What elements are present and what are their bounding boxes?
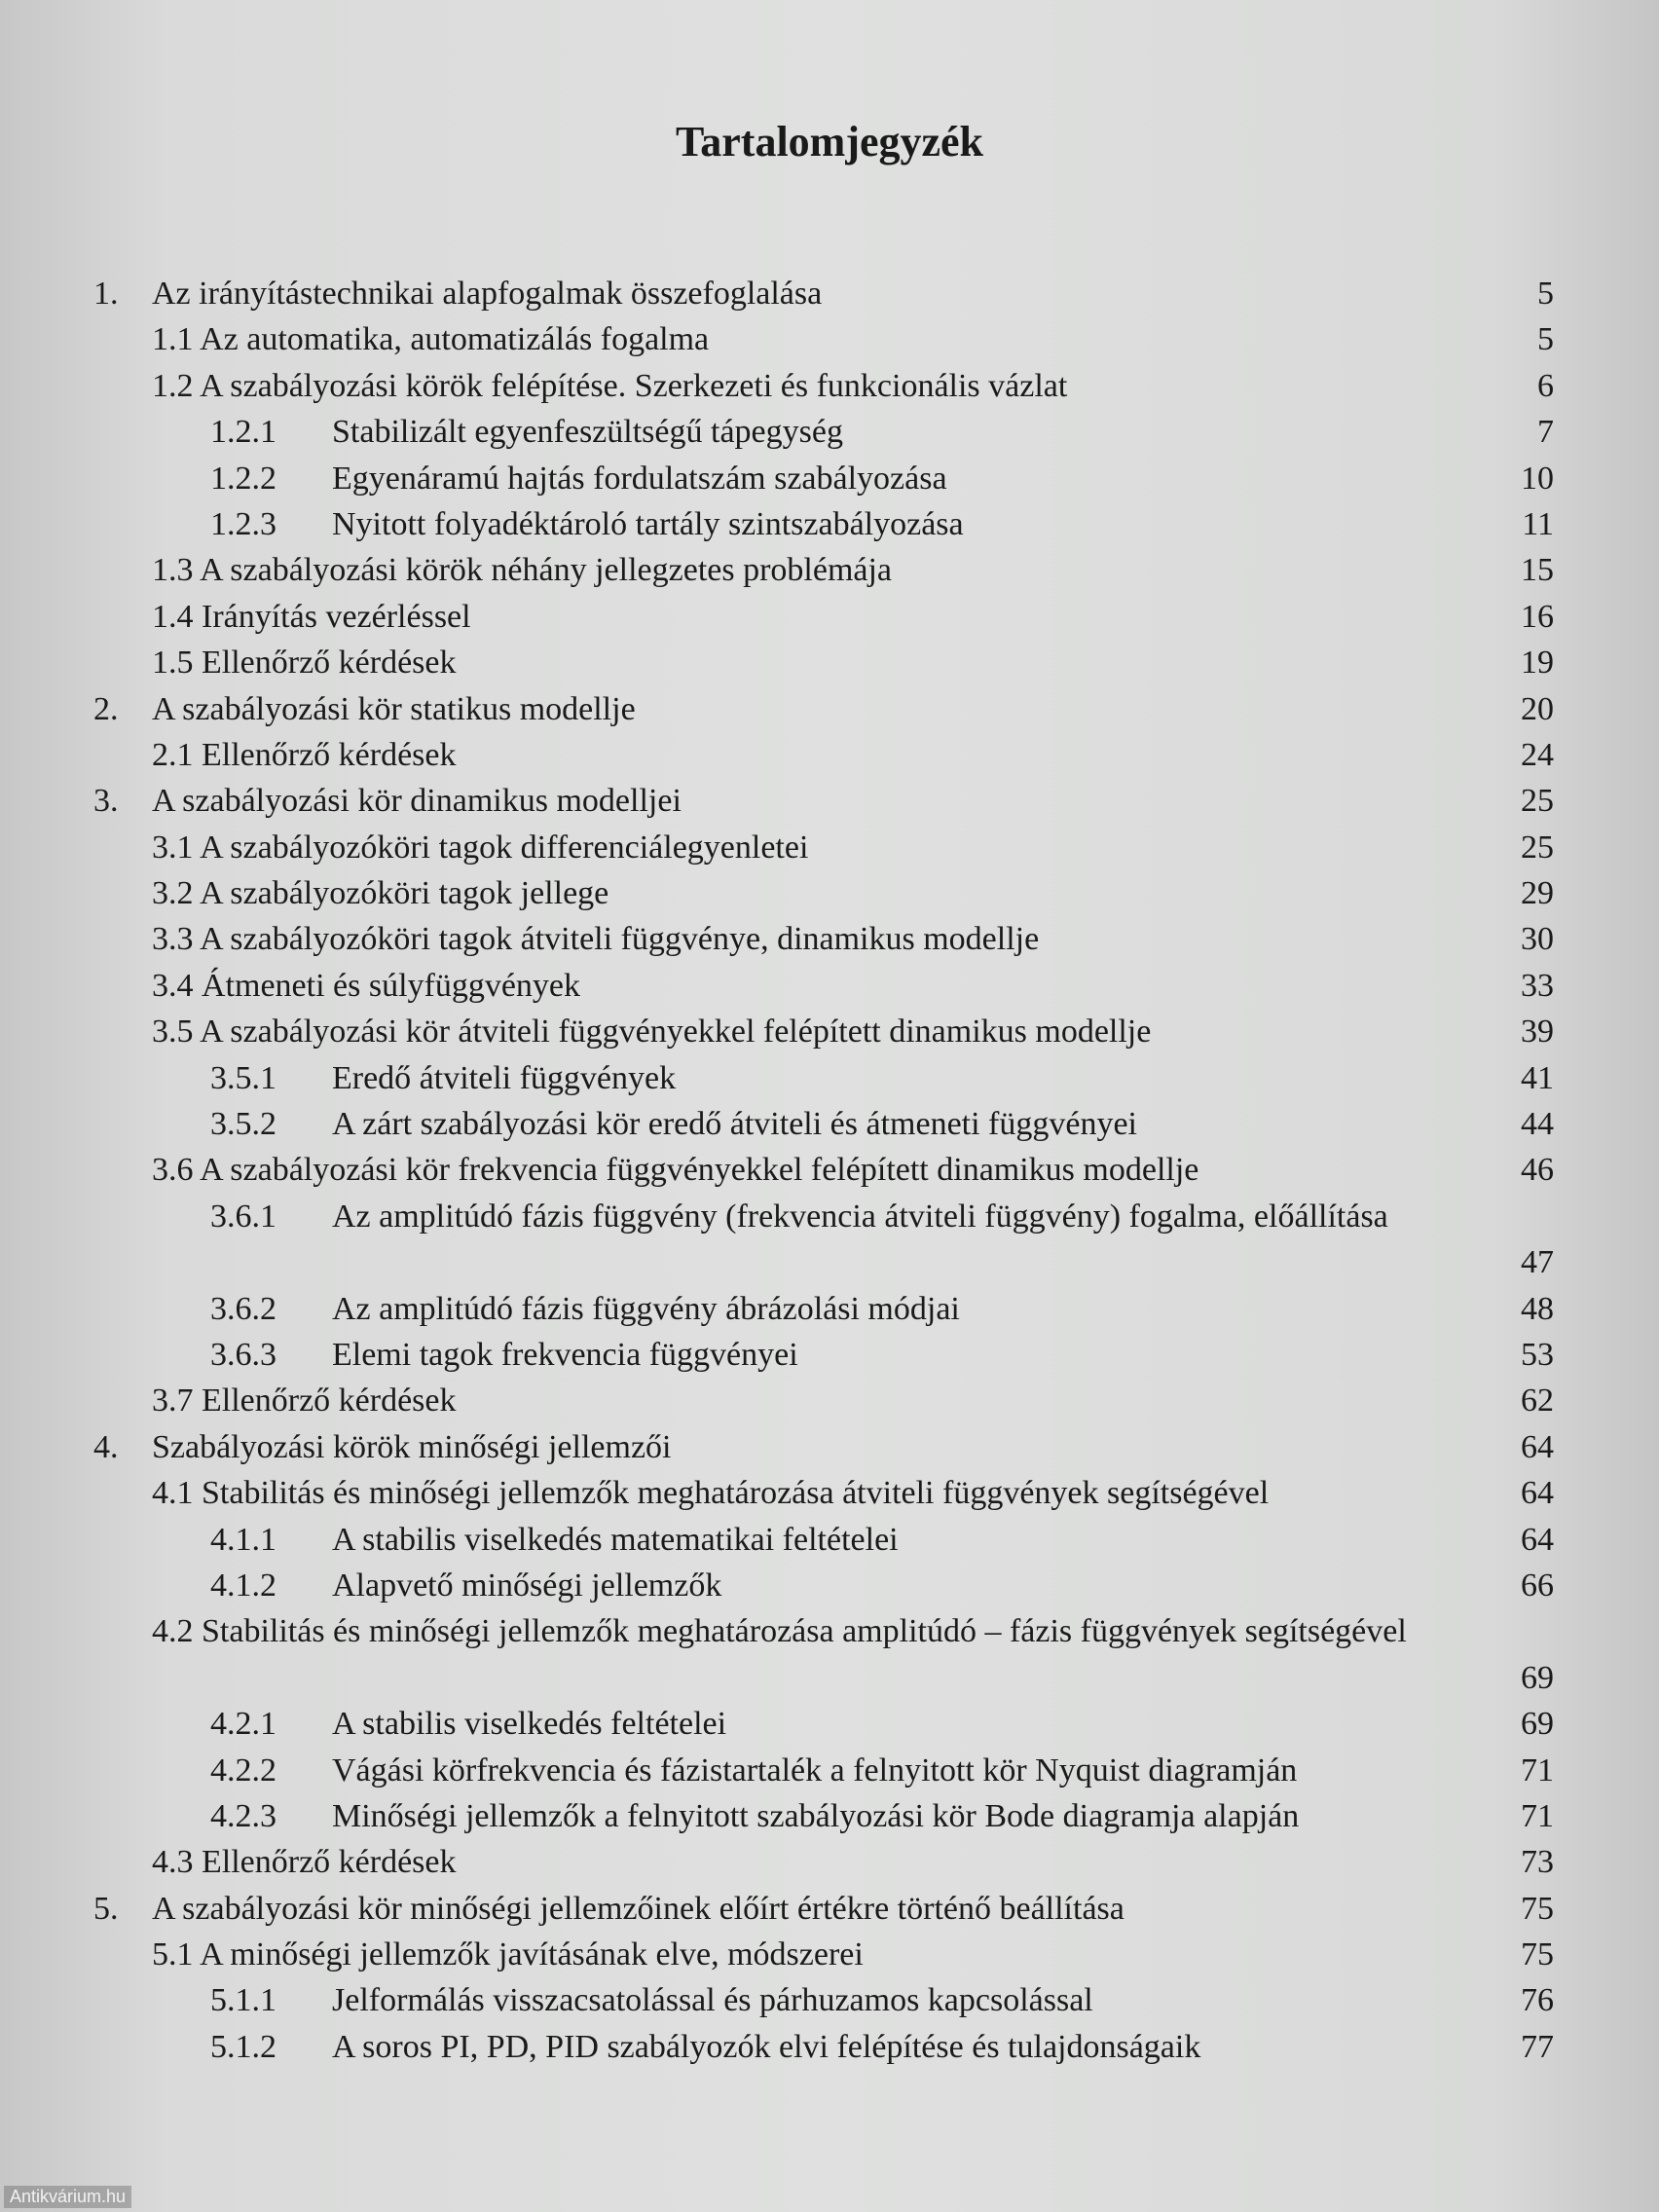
toc-entry-page: 75 (1521, 1890, 1554, 1927)
toc-entry-page: 71 (1521, 1751, 1554, 1788)
toc-entry-title: Jelformálás visszacsatolással és párhuzamos kapcsolással (332, 1982, 1093, 2019)
toc-entry-page: 69 (1521, 1706, 1554, 1743)
toc-entry-title: A szabályozási kör minőségi jellemzőinek előírt értékre történő beállítása (152, 1890, 1124, 1927)
table-of-contents (93, 271, 1554, 2070)
toc-entry-title: A stabilis viselkedés feltételei (332, 1706, 727, 1743)
toc-entry-page: 16 (1521, 598, 1554, 635)
toc-entry (93, 1793, 1554, 1839)
toc-entry-page: 7 (1537, 414, 1554, 451)
toc-entry (93, 1009, 1554, 1054)
toc-entry (93, 594, 1554, 640)
toc-entry-number: 4.1.2 (210, 1567, 276, 1604)
toc-entry-title: 3.7 Ellenőrző kérdések (152, 1382, 457, 1419)
toc-entry-title: A zárt szabályozási kör eredő átviteli és átmeneti függvényei (332, 1106, 1138, 1143)
toc-entry-page: 25 (1521, 783, 1554, 820)
toc-entry (93, 547, 1554, 593)
toc-entry-title: 4.2 Stabilitás és minőségi jellemzők meghatározása amplitúdó – fázis függvények segítségével (152, 1613, 1407, 1650)
toc-entry-page: 29 (1521, 875, 1554, 912)
toc-entry-title: Minőségi jellemzők a felnyitott szabályozási kör Bode diagramja alapján (332, 1797, 1300, 1834)
toc-entry (93, 825, 1554, 870)
toc-entry-page: 71 (1521, 1797, 1554, 1834)
toc-entry-number: 1.2.2 (210, 460, 276, 497)
toc-entry-page: 30 (1521, 921, 1554, 958)
toc-entry-page: 48 (1521, 1290, 1554, 1327)
toc-entry (93, 1194, 1554, 1286)
toc-entry-number: 3.6.3 (210, 1337, 276, 1373)
toc-entry-number: 4. (93, 1428, 119, 1465)
toc-entry-title: A szabályozási kör statikus modellje (152, 690, 636, 727)
toc-entry (93, 1701, 1554, 1747)
toc-entry (93, 1470, 1554, 1516)
toc-entry (93, 916, 1554, 962)
toc-entry (93, 1055, 1554, 1101)
toc-entry-page: 39 (1521, 1014, 1554, 1051)
toc-entry-page: 64 (1521, 1428, 1554, 1465)
toc-entry-title: 5.1 A minőségi jellemzők javításának elve, módszerei (152, 1936, 864, 1973)
toc-entry-title: A stabilis viselkedés matematikai feltételei (332, 1521, 899, 1558)
toc-entry-page: 33 (1521, 967, 1554, 1004)
toc-entry-title: 4.3 Ellenőrző kérdések (152, 1844, 457, 1881)
toc-entry-number: 3.6.1 (210, 1198, 276, 1235)
toc-entry-title: Alapvető minőségi jellemzők (332, 1567, 722, 1604)
toc-entry (93, 1563, 1554, 1608)
toc-entry-number: 5.1.1 (210, 1982, 276, 2019)
toc-entry-page: 47 (1521, 1244, 1554, 1281)
toc-entry-number: 4.2.3 (210, 1797, 276, 1834)
toc-entry-title: A szabályozási kör dinamikus modelljei (152, 783, 682, 820)
toc-entry-page: 25 (1521, 829, 1554, 866)
toc-entry-title: Nyitott folyadéktároló tartály szintszabályozása (332, 505, 964, 542)
toc-entry-page: 19 (1521, 645, 1554, 682)
toc-entry-title: 3.4 Átmeneti és súlyfüggvények (152, 967, 581, 1004)
toc-entry (93, 2024, 1554, 2070)
watermark: Antikvárium.hu (4, 2186, 131, 2208)
toc-entry-title: 1.5 Ellenőrző kérdések (152, 645, 457, 682)
toc-entry-title: Az amplitúdó fázis függvény ábrázolási módjai (332, 1290, 960, 1327)
toc-entry-number: 5.1.2 (210, 2028, 276, 2065)
toc-entry (93, 501, 1554, 547)
toc-entry (93, 1748, 1554, 1793)
toc-entry-page: 6 (1537, 367, 1554, 404)
toc-entry-number: 2. (93, 690, 119, 727)
toc-entry (93, 686, 1554, 732)
toc-entry (93, 1886, 1554, 1932)
toc-entry-page: 64 (1521, 1475, 1554, 1512)
toc-entry-page: 20 (1521, 690, 1554, 727)
toc-entry-title: 3.1 A szabályozóköri tagok differenciálegyenletei (152, 829, 809, 866)
toc-entry (93, 870, 1554, 916)
toc-entry-number: 1. (93, 276, 119, 312)
toc-entry (93, 1932, 1554, 1977)
toc-entry (93, 963, 1554, 1009)
toc-entry-page: 5 (1537, 321, 1554, 358)
toc-entry-page: 24 (1521, 736, 1554, 773)
toc-entry-number: 3.6.2 (210, 1290, 276, 1327)
toc-entry-title: Egyenáramú hajtás fordulatszám szabályozása (332, 460, 947, 497)
toc-entry-number: 3.5.1 (210, 1059, 276, 1096)
toc-entry (93, 732, 1554, 778)
toc-entry-title: 3.3 A szabályozóköri tagok átviteli függvénye, dinamikus modellje (152, 921, 1040, 958)
toc-entry (93, 456, 1554, 501)
toc-entry-page: 64 (1521, 1521, 1554, 1558)
toc-entry-page: 53 (1521, 1337, 1554, 1373)
toc-entry (93, 640, 1554, 685)
toc-entry-page: 10 (1521, 460, 1554, 497)
toc-entry-page: 66 (1521, 1567, 1554, 1604)
toc-entry-title: 1.1 Az automatika, automatizálás fogalma (152, 321, 710, 358)
toc-entry (93, 1286, 1554, 1332)
toc-entry (93, 316, 1554, 362)
toc-entry-page: 69 (1521, 1659, 1554, 1696)
toc-entry-page: 73 (1521, 1844, 1554, 1881)
toc-entry-title: Stabilizált egyenfeszültségű tápegység (332, 414, 843, 451)
toc-entry-title: 1.2 A szabályozási körök felépítése. Szerkezeti és funkcionális vázlat (152, 367, 1068, 404)
toc-entry (93, 1839, 1554, 1885)
toc-entry-title: Az irányítástechnikai alapfogalmak összefoglalása (152, 276, 823, 312)
toc-entry-title: 4.1 Stabilitás és minőségi jellemzők meghatározása átviteli függvények segítségével (152, 1475, 1270, 1512)
toc-entry-page: 11 (1522, 505, 1554, 542)
toc-entry-page: 44 (1521, 1106, 1554, 1143)
toc-entry-number: 5. (93, 1890, 119, 1927)
toc-entry-title: 3.5 A szabályozási kör átviteli függvényekkel felépített dinamikus modellje (152, 1014, 1152, 1051)
toc-entry-page: 5 (1537, 276, 1554, 312)
toc-entry-title: 3.6 A szabályozási kör frekvencia függvényekkel felépített dinamikus modellje (152, 1152, 1199, 1189)
page-title: Tartalomjegyzék (675, 118, 984, 166)
toc-entry-number: 4.2.2 (210, 1751, 276, 1788)
toc-entry (93, 409, 1554, 455)
toc-entry (93, 1977, 1554, 2023)
toc-entry (93, 1424, 1554, 1470)
toc-entry-page: 46 (1521, 1152, 1554, 1189)
toc-entry-page: 77 (1521, 2028, 1554, 2065)
toc-entry-page: 76 (1521, 1982, 1554, 2019)
toc-entry-title: 1.3 A szabályozási körök néhány jellegzetes problémája (152, 552, 893, 589)
toc-entry (93, 363, 1554, 409)
toc-entry-title: A soros PI, PD, PID szabályozók elvi felépítése és tulajdonságaik (332, 2028, 1201, 2065)
toc-entry (93, 778, 1554, 824)
toc-entry (93, 1517, 1554, 1563)
toc-entry (93, 271, 1554, 316)
toc-entry-number: 1.2.3 (210, 505, 276, 542)
toc-entry-title: Szabályozási körök minőségi jellemzői (152, 1428, 672, 1465)
toc-entry-number: 4.2.1 (210, 1706, 276, 1743)
toc-entry-title: 2.1 Ellenőrző kérdések (152, 736, 457, 773)
toc-entry-title: Az amplitúdó fázis függvény (frekvencia átviteli függvény) fogalma, előállítása (332, 1198, 1388, 1235)
toc-entry-title: Eredő átviteli függvények (332, 1059, 677, 1096)
toc-entry-number: 1.2.1 (210, 414, 276, 451)
toc-entry (93, 1101, 1554, 1147)
toc-entry-number: 3. (93, 783, 119, 820)
toc-entry (93, 1608, 1554, 1701)
toc-entry (93, 1378, 1554, 1423)
toc-entry-title: Elemi tagok frekvencia függvényei (332, 1337, 798, 1373)
toc-entry-number: 3.5.2 (210, 1106, 276, 1143)
toc-entry (93, 1332, 1554, 1378)
toc-entry-title: Vágási körfrekvencia és fázistartalék a felnyitott kör Nyquist diagramján (332, 1751, 1298, 1788)
toc-entry-title: 3.2 A szabályozóköri tagok jellege (152, 875, 609, 912)
toc-entry-page: 15 (1521, 552, 1554, 589)
toc-entry-title: 1.4 Irányítás vezérléssel (152, 598, 471, 635)
toc-entry-page: 62 (1521, 1382, 1554, 1419)
toc-entry-number: 4.1.1 (210, 1521, 276, 1558)
toc-entry-page: 41 (1521, 1059, 1554, 1096)
toc-entry (93, 1147, 1554, 1193)
toc-entry-page: 75 (1521, 1936, 1554, 1973)
